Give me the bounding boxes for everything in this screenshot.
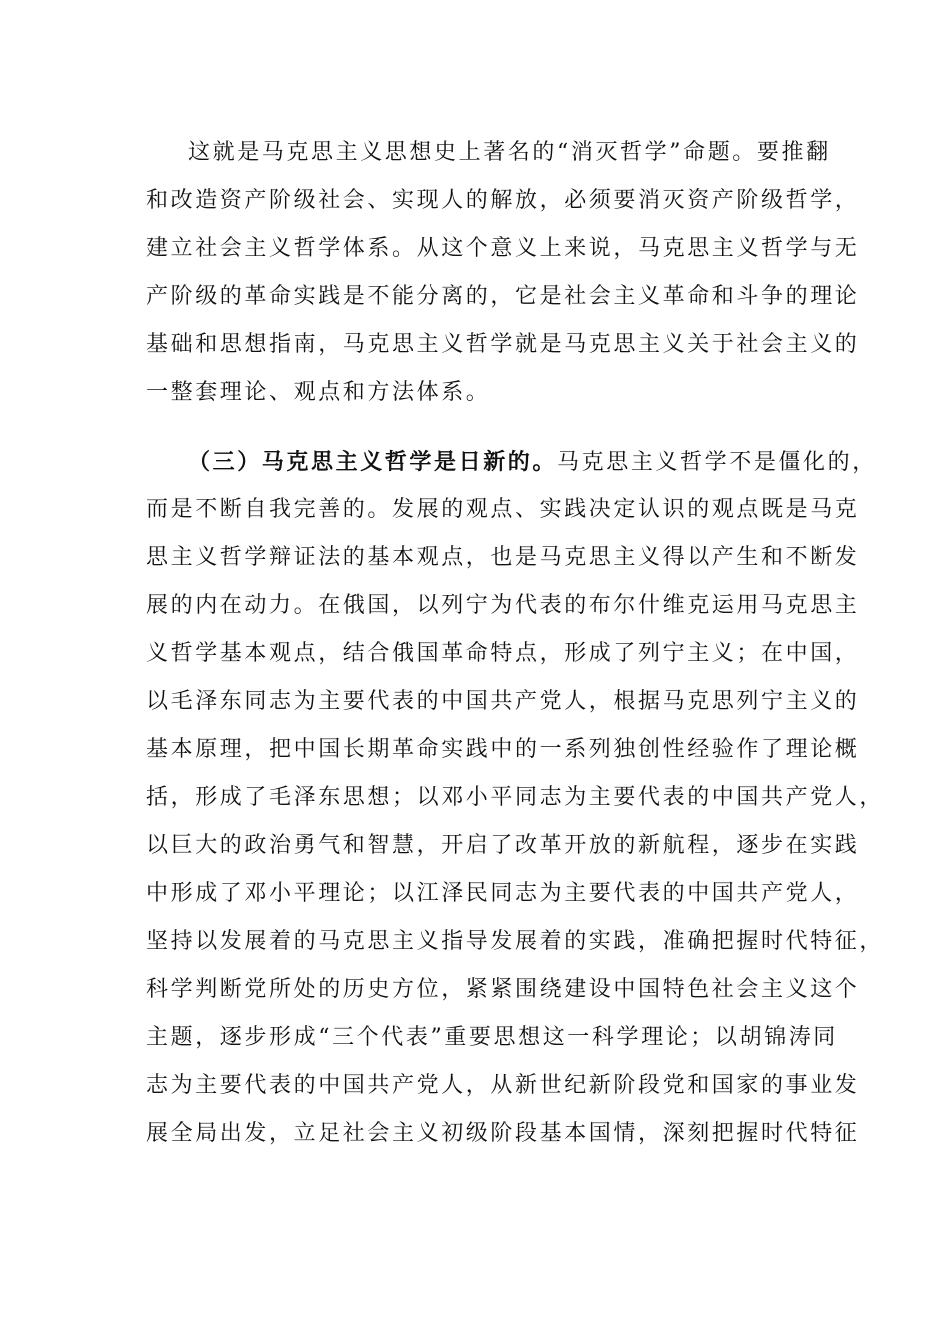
paragraph-2-line-8: 括，形成了毛泽东思想；以邓小平同志为主要代表的中国共产党人， xyxy=(146,785,885,810)
paragraph-2-line-11: 坚持以发展着的马克思主义指导发展着的实践，准确把握时代特征， xyxy=(146,929,885,954)
paragraph-2-line-7: 基本原理，把中国长期革命实践中的一系列独创性经验作了理论概 xyxy=(146,737,860,762)
paragraph-1-line-2: 和改造资产阶级社会、实现人的解放，必须要消灭资产阶级哲学， xyxy=(146,188,860,213)
section-heading: （三）马克思主义哲学是日新的。 xyxy=(188,449,558,475)
paragraph-2-line-1-text: 马克思主义哲学不是僵化的， xyxy=(557,450,877,475)
paragraph-2-line-13: 主题，逐步形成“三个代表”重要思想这一科学理论；以胡锦涛同 xyxy=(146,1025,838,1050)
paragraph-2-line-14: 志为主要代表的中国共产党人，从新世纪新阶段党和国家的事业发 xyxy=(146,1073,860,1098)
paragraph-2-line-15: 展全局出发，立足社会主义初级阶段基本国情，深刻把握时代特征 xyxy=(146,1121,860,1146)
paragraph-1-line-1: 这就是马克思主义思想史上著名的“消灭哲学”命题。要推翻 xyxy=(188,140,831,165)
paragraph-2-line-5: 义哲学基本观点，结合俄国革命特点，形成了列宁主义；在中国， xyxy=(146,641,860,666)
paragraph-2-line-4: 展的内在动力。在俄国，以列宁为代表的布尔什维克运用马克思主 xyxy=(146,593,860,618)
paragraph-1-line-4: 产阶级的革命实践是不能分离的，它是社会主义革命和斗争的理论 xyxy=(146,284,860,309)
paragraph-2-line-9: 以巨大的政治勇气和智慧，开启了改革开放的新航程，逐步在实践 xyxy=(146,833,860,858)
paragraph-2-line-12: 科学判断党所处的历史方位，紧紧围绕建设中国特色社会主义这个 xyxy=(146,977,860,1002)
paragraph-2-line-2: 而是不断自我完善的。发展的观点、实践决定认识的观点既是马克 xyxy=(146,497,860,522)
paragraph-1-line-6: 一整套理论、观点和方法体系。 xyxy=(146,380,491,405)
paragraph-2-line-10: 中形成了邓小平理论；以江泽民同志为主要代表的中国共产党人， xyxy=(146,881,860,906)
paragraph-1-line-3: 建立社会主义哲学体系。从这个意义上来说，马克思主义哲学与无 xyxy=(146,236,860,261)
paragraph-2-line-1 xyxy=(188,438,877,486)
paragraph-2-line-3: 思主义哲学辩证法的基本观点，也是马克思主义得以产生和不断发 xyxy=(146,545,860,570)
paragraph-2-line-6: 以毛泽东同志为主要代表的中国共产党人，根据马克思列宁主义的 xyxy=(146,689,860,714)
paragraph-1-line-5: 基础和思想指南，马克思主义哲学就是马克思主义关于社会主义的 xyxy=(146,332,860,357)
